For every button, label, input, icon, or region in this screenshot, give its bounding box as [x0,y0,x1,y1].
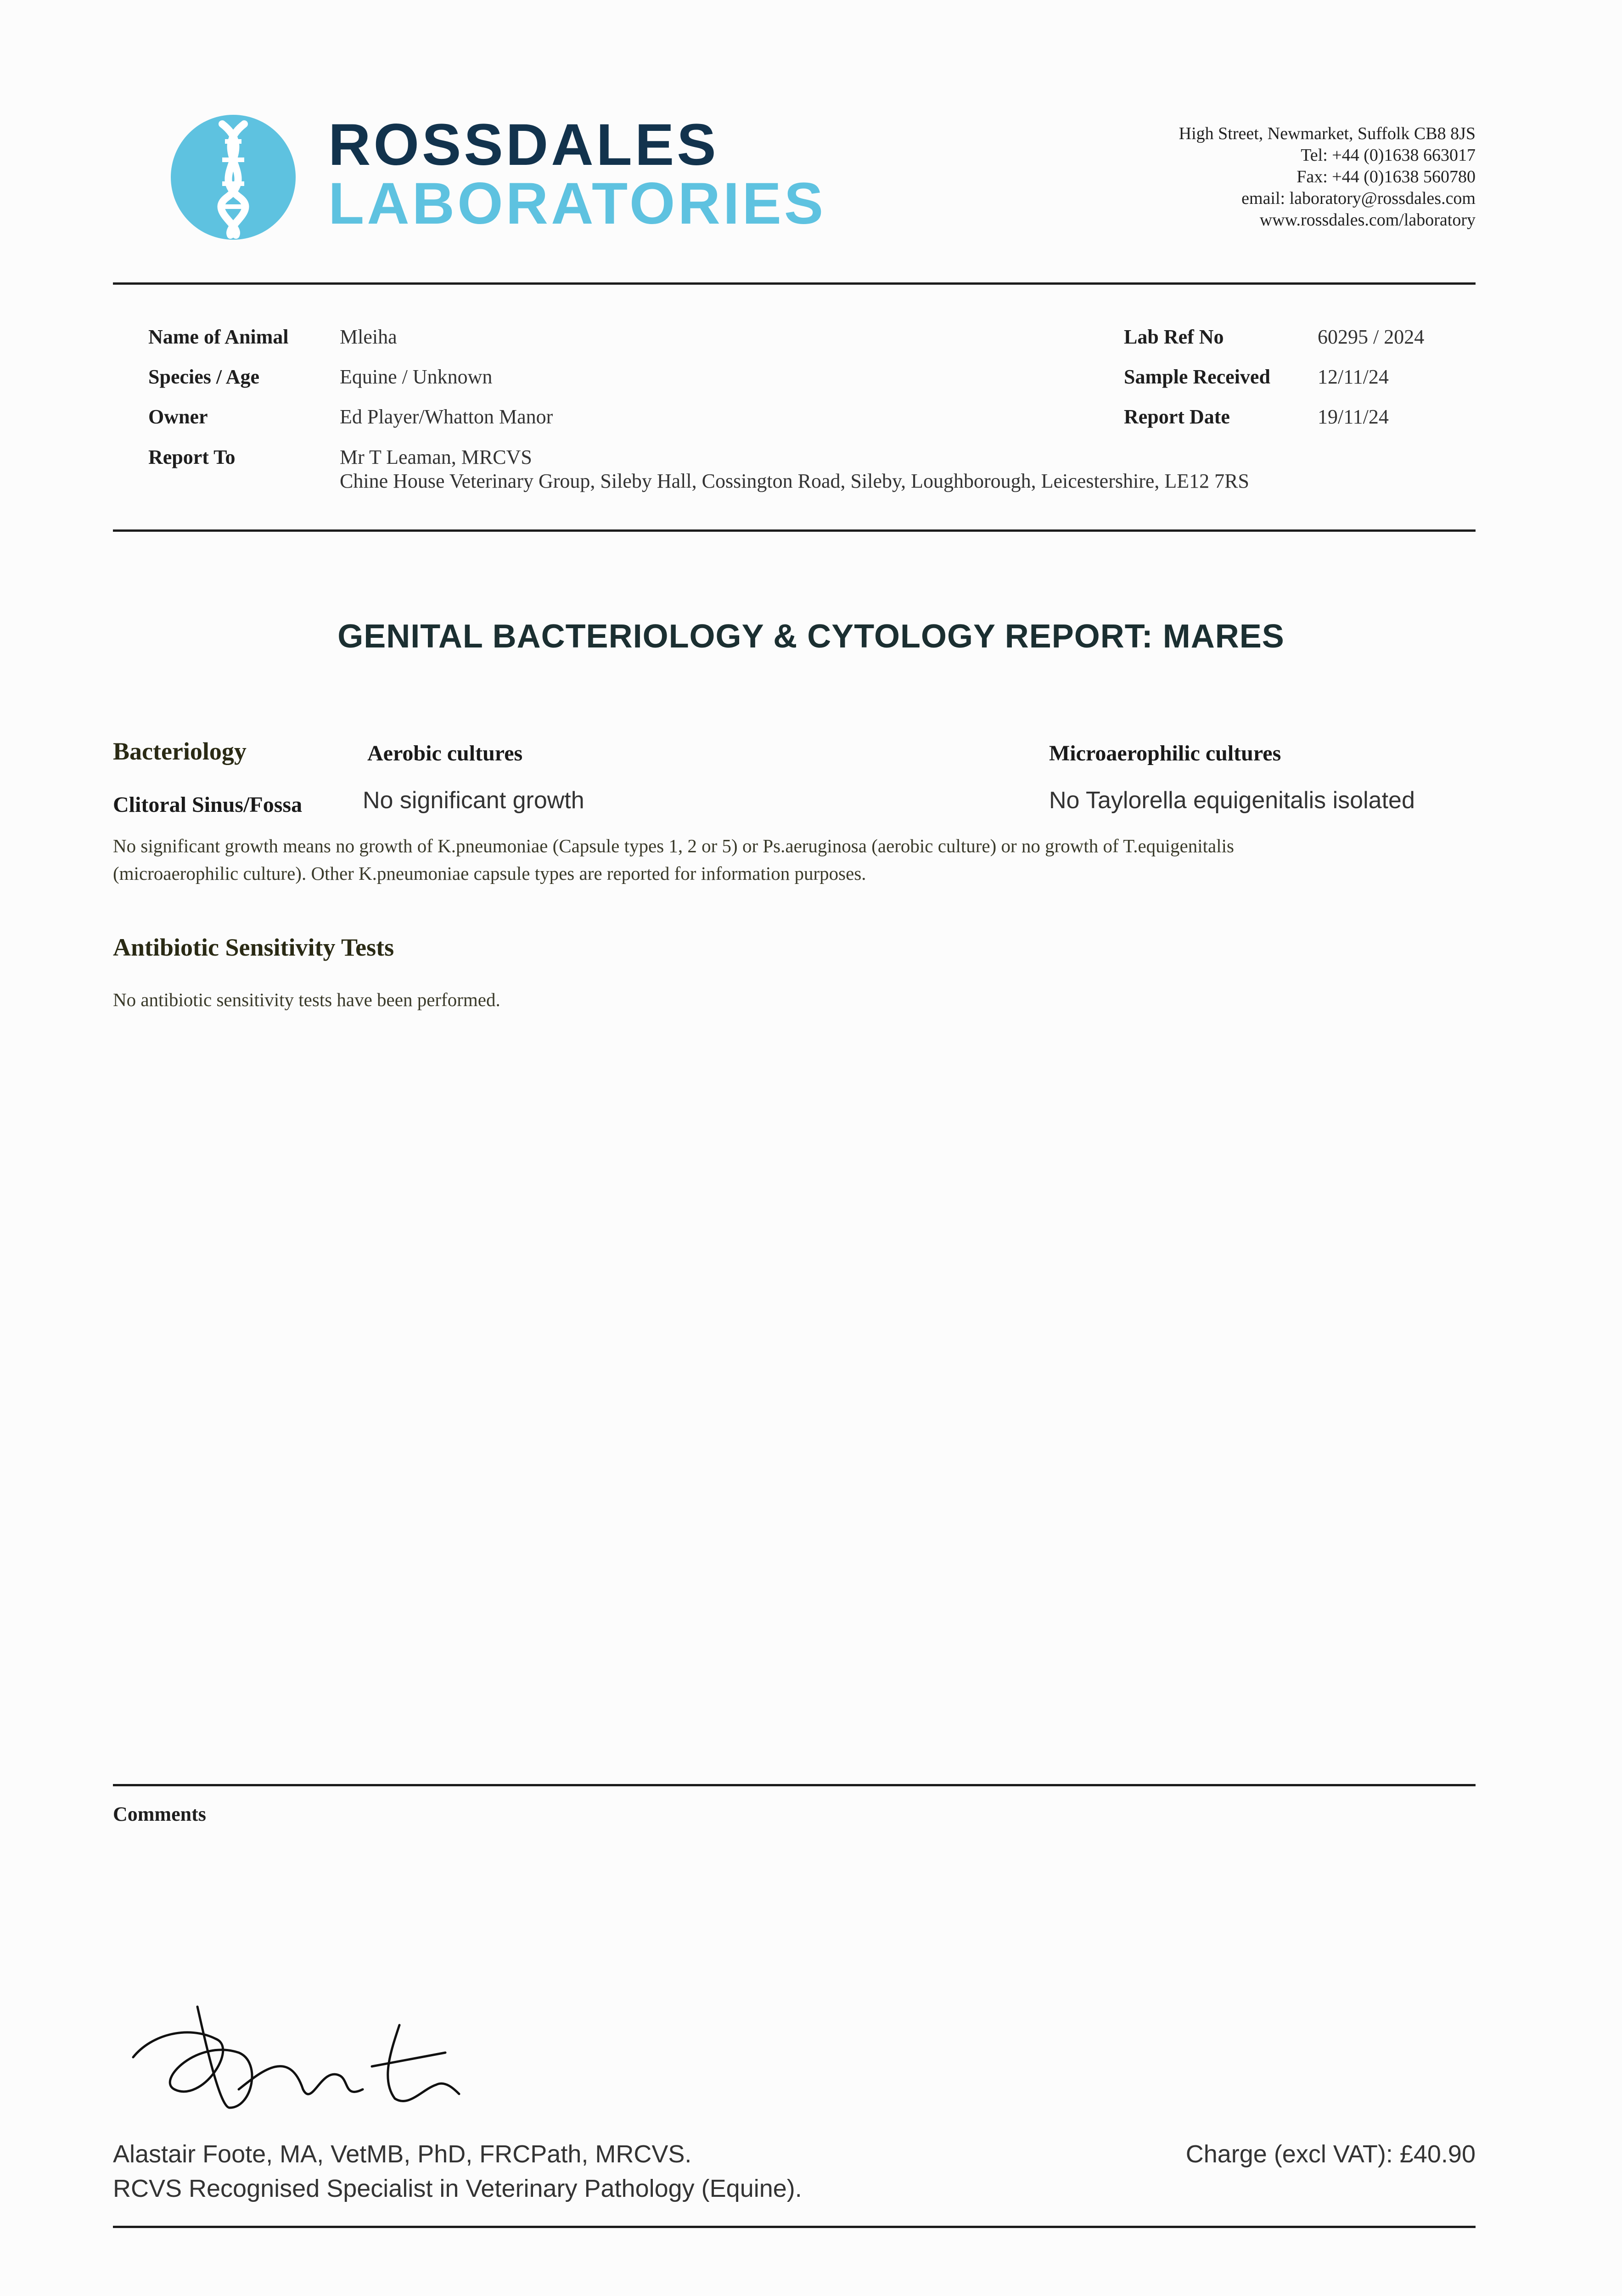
lab-ref-label: Lab Ref No [1124,326,1224,348]
contact-block [1179,123,1476,231]
bacteriology-heading: Bacteriology [113,737,247,765]
report-title: GENITAL BACTERIOLOGY & CYTOLOGY REPORT: MARES [337,618,1285,655]
telephone: Tel: +44 (0)1638 663017 [1301,146,1476,165]
fax: Fax: +44 (0)1638 560780 [1296,167,1476,186]
signatory-title: RCVS Recognised Specialist in Veterinary Pathology (Equine). [113,2175,802,2202]
report-to-label: Report To [148,446,236,468]
report-date-value: 19/11/24 [1318,405,1389,428]
lab-ref-value: 60295 / 2024 [1318,326,1425,348]
sample-received-value: 12/11/24 [1318,366,1389,388]
charge: Charge (excl VAT): £40.90 [1185,2140,1476,2168]
microaerophilic-result: No Taylorella equigenitalis isolated [1049,787,1415,814]
microaerophilic-heading: Microaerophilic cultures [1049,741,1281,765]
owner-value: Ed Player/Whatton Manor [340,405,553,428]
aerobic-result: No significant growth [363,787,584,814]
email: email: laboratory@rossdales.com [1241,189,1476,208]
signature [124,1998,464,2126]
address: High Street, Newmarket, Suffolk CB8 8JS [1179,124,1476,143]
note-line: (microaerophilic culture). Other K.pneumoniae capsule types are reported for information purposes. [113,863,866,884]
report-to-address: Chine House Veterinary Group, Sileby Hall, Cossington Road, Sileby, Loughborough, Leicestershire, LE12 7RS [340,470,1249,492]
website: www.rossdales.com/laboratory [1259,210,1476,230]
site-label: Clitoral Sinus/Fossa [113,793,303,817]
brand-name-line1: ROSSDALES [328,112,719,178]
divider [113,1784,1476,1786]
sample-received-label: Sample Received [1124,366,1270,388]
note-line: No significant growth means no growth of K.pneumoniae (Capsule types 1, 2 or 5) or Ps.aeruginosa (aerobic culture) or no growth of T.equigenitalis [113,835,1234,856]
name-value: Mleiha [340,326,397,348]
report-to-name: Mr T Leaman, MRCVS [340,446,532,468]
comments-label: Comments [113,1803,206,1825]
aerobic-heading: Aerobic cultures [367,741,523,765]
brand-name-line2: LABORATORIES [328,171,826,236]
owner-label: Owner [148,405,208,428]
report-date-label: Report Date [1124,405,1230,428]
divider [113,2226,1476,2228]
signatory-name: Alastair Foote, MA, VetMB, PhD, FRCPath, MRCVS. [113,2140,692,2168]
species-label: Species / Age [148,366,259,388]
species-value: Equine / Unknown [340,366,493,388]
ast-heading: Antibiotic Sensitivity Tests [113,934,394,961]
ast-text: No antibiotic sensitivity tests have been performed. [113,989,500,1010]
name-label: Name of Animal [148,326,289,348]
divider [113,282,1476,285]
dna-helix-icon [171,115,296,240]
divider [113,529,1476,532]
